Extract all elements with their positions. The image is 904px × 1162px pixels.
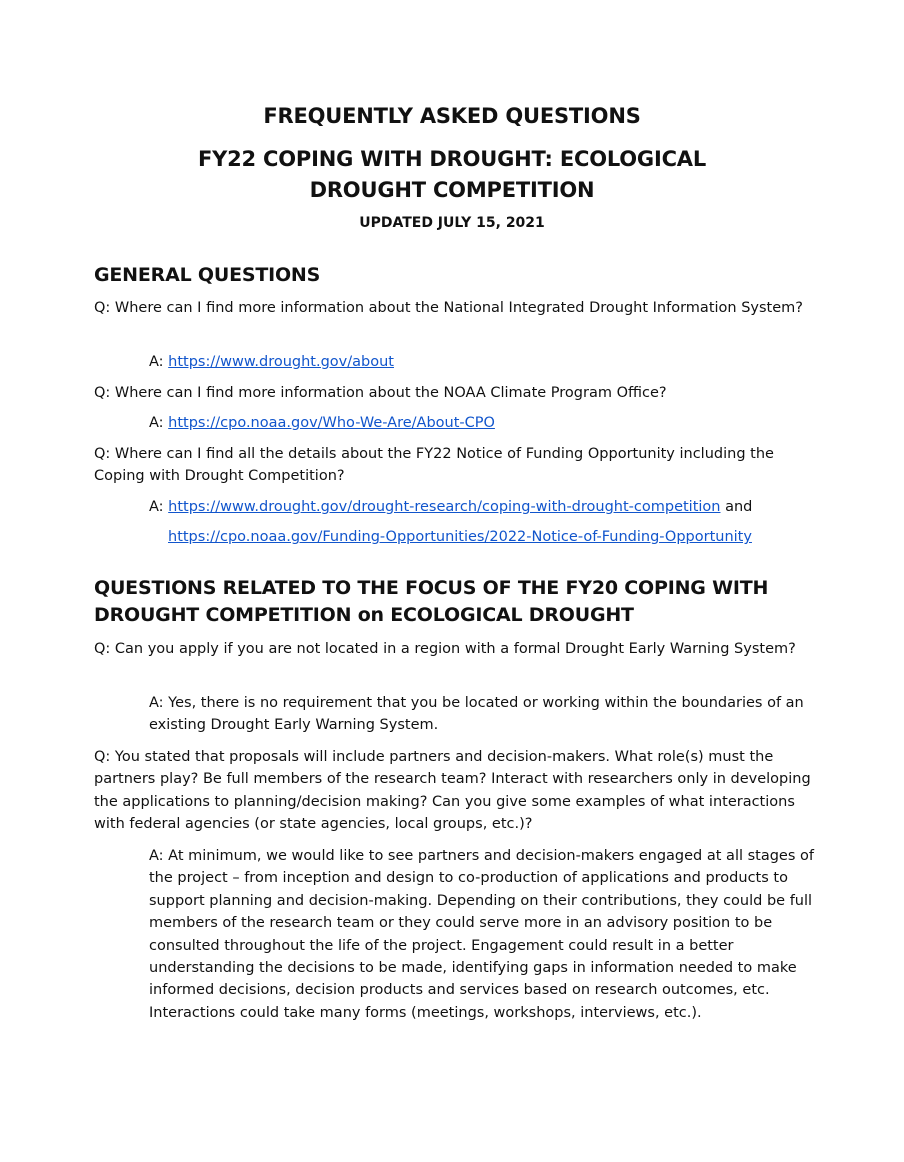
answer-general-2 <box>149 412 815 434</box>
answer-prefix: A: <box>149 354 169 370</box>
question-general-2: Q: Where can I find more information about the NOAA Climate Program Office? <box>94 385 667 401</box>
answer-general-3 <box>149 496 815 518</box>
page-title: FREQUENTLY ASKED QUESTIONS <box>263 104 641 128</box>
link-nofo-2022[interactable]: https://cpo.noaa.gov/Funding-Opportunities/2022-Notice-of-Funding-Opportunity <box>168 529 752 545</box>
link-coping-with-drought[interactable]: https://www.drought.gov/drought-research/coping-with-drought-competition <box>168 499 721 515</box>
answer-general-1 <box>149 351 815 373</box>
question-focus-1: Q: Can you apply if you are not located in a region with a formal Drought Early Warning System? <box>94 641 796 657</box>
answer-focus-1: A: Yes, there is no requirement that you be located or working within the boundaries of an existing Drought Early Warning System. <box>149 695 804 734</box>
question-general-3: Q: Where can I find all the details about the FY22 Notice of Funding Opportunity including the Coping with Drought Competition? <box>94 446 774 485</box>
question-focus-2: Q: You stated that proposals will include partners and decision-makers. What role(s) must the partners play? Be full members of the research team? Interact with researchers only in developing the applications to planning/decision making? Can you give some examples of what interactions with federal agencies (or state agencies, local groups, etc.)? <box>94 749 811 833</box>
question-general-1: Q: Where can I find more information about the National Integrated Drought Information System? <box>94 300 803 316</box>
answer-conjunction: and <box>720 499 753 515</box>
section-heading-general: GENERAL QUESTIONS <box>94 264 321 286</box>
link-cpo-about[interactable]: https://cpo.noaa.gov/Who-We-Are/About-CPO <box>168 415 495 431</box>
answer-prefix: A: <box>149 499 169 515</box>
link-drought-about[interactable]: https://www.drought.gov/about <box>168 354 394 370</box>
answer-focus-2: A: At minimum, we would like to see partners and decision-makers engaged at all stages of the project – from inception and design to co-production of applications and products to support planning and decision-making. Depending on their contributions, they could be full members of the research team or they could serve more in an advisory position to be consulted throughout the life of the project. Engagement could result in a better understanding the decisions to be made, identifying gaps in information needed to make informed decisions, decision products and services based on research outcomes, etc. Interactions could take many forms (meetings, workshops, interviews, etc.). <box>149 848 814 1021</box>
answer-prefix: A: <box>149 415 169 431</box>
answer-general-3-line2 <box>168 526 752 548</box>
section-heading-focus: QUESTIONS RELATED TO THE FOCUS OF THE FY20 COPING WITH DROUGHT COMPETITION on ECOLOGICAL DROUGHT <box>94 577 769 626</box>
updated-date: UPDATED JULY 15, 2021 <box>359 215 545 231</box>
page-subtitle: FY22 COPING WITH DROUGHT: ECOLOGICAL DROUGHT COMPETITION <box>197 147 707 202</box>
